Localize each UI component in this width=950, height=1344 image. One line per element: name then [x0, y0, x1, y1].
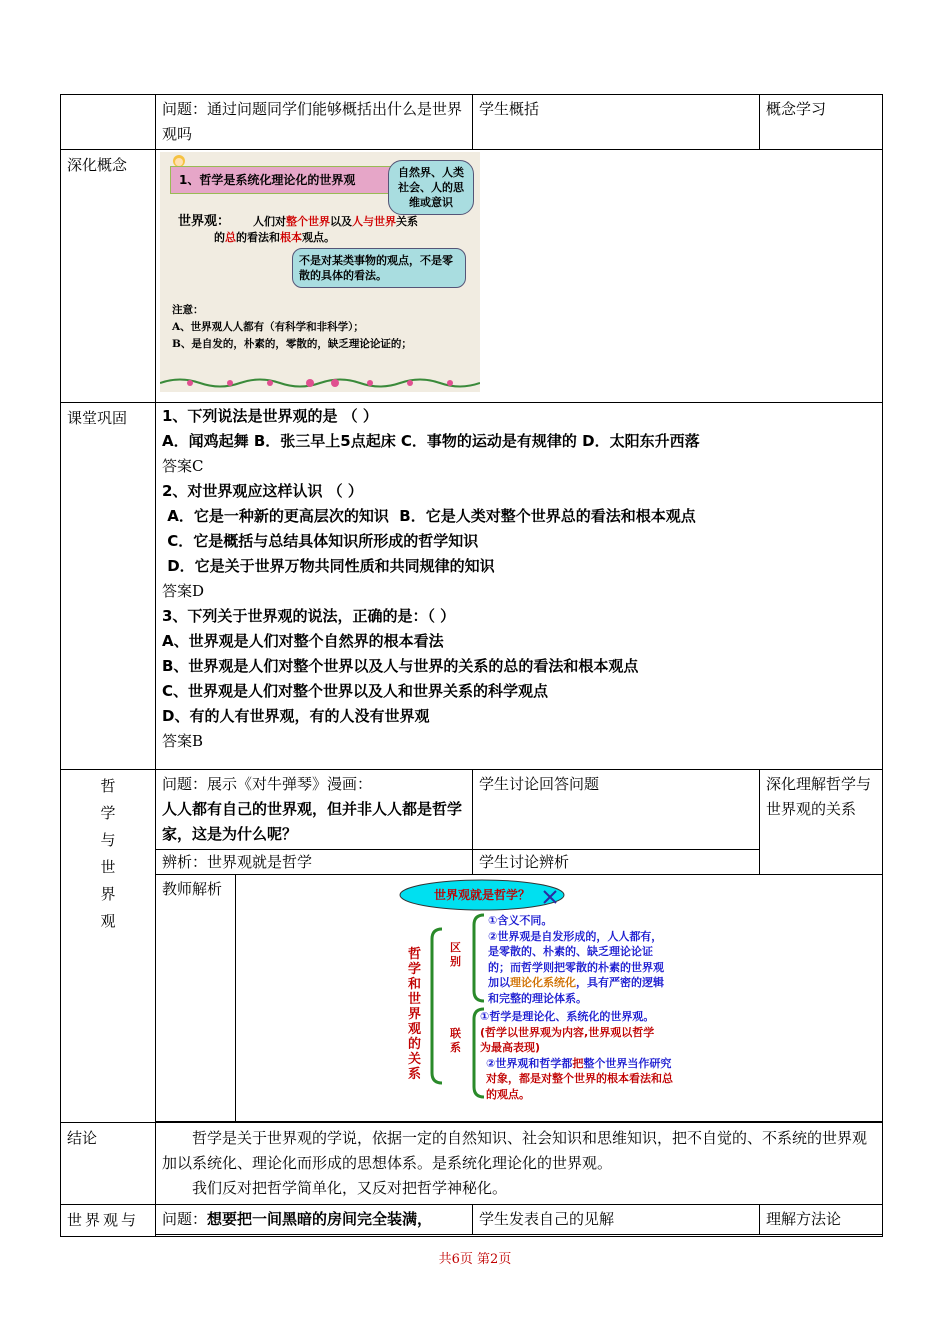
- definition-line2: 的总的看法和根本观点。: [214, 231, 335, 244]
- practice-line: D．它是关于世界万物共同性质和共同规律的知识: [162, 557, 495, 575]
- row-label-vertical: [61, 770, 156, 1123]
- goal-cell: 理解方法论: [760, 1205, 883, 1235]
- row-concept-question: [61, 95, 883, 150]
- practice-line: A．它是一种新的更高层次的知识 B．它是人类对整个世界总的看法和根本观点: [162, 507, 696, 525]
- slide-title: 1、哲学是系统化理论化的世界观: [170, 166, 398, 194]
- bubble-nature: 自然界、人类社会、人的思维或意识: [388, 160, 474, 215]
- bubble-not-scattered: 不是对某类事物的观点，不是零散的具体的看法。: [292, 248, 466, 288]
- student-activity-cell: 学生概括: [473, 95, 760, 150]
- relation-diagram: [394, 877, 724, 1117]
- row-classroom-practice: [61, 403, 883, 770]
- row-label: 深化概念: [61, 150, 156, 403]
- practice-line: 3、下列关于世界观的说法，正确的是：（ ）: [162, 607, 456, 625]
- answer-line: 答案C: [162, 457, 204, 475]
- diagram-question-oval: 世界观就是哲学？: [433, 888, 530, 902]
- practice-line: A、世界观是人们对整个自然界的根本看法: [162, 632, 444, 650]
- student-activity-cell: 学生讨论回答问题: [473, 770, 760, 850]
- diagram-link-label: 联系: [450, 1027, 461, 1054]
- practice-line: C、世界观是人们对整个世界以及人和世界关系的科学观点: [162, 682, 549, 700]
- teacher-label: 教师解析: [156, 875, 236, 1122]
- definition-line1: 世界观： 人们对整个世界以及人与世界关系: [178, 214, 418, 229]
- question-cell: 辨析：世界观就是哲学: [156, 850, 473, 875]
- row-conclusion: [61, 1123, 883, 1205]
- lesson-plan-table: [60, 94, 883, 1237]
- diagram-vertical-title: 哲学和世界观的关系: [408, 947, 422, 1082]
- answer-line: 答案D: [162, 582, 205, 600]
- goal-cell: 深化理解哲学与世界观的关系: [760, 770, 883, 875]
- practice-line: D、有的人有世界观，有的人没有世界观: [162, 707, 430, 725]
- practice-line: B、世界观是人们对整个世界以及人与世界的关系的总的看法和根本观点: [162, 657, 639, 675]
- diagram-diff-label: 区别: [450, 941, 461, 968]
- answer-line: 答案B: [162, 732, 204, 750]
- row-philosophy-worldview: [61, 770, 883, 1123]
- goal-cell: 概念学习: [760, 95, 883, 150]
- question-cell: 问题：想要把一间黑暗的房间完全装满，: [156, 1205, 473, 1235]
- slide-image: [160, 152, 480, 392]
- practice-line: C．它是概括与总结具体知识所形成的哲学知识: [162, 532, 479, 550]
- diagram-link-text: ①哲学是理论化、系统化的世界观。 (哲学以世界观为内容,世界观以哲学 为最高表现) ②世界观和哲学都把整个世界当作研究 对象，都是对整个世界的根本看法和总 的观点。: [480, 1010, 673, 1101]
- row-deepen-concept: [61, 150, 883, 403]
- practice-line: A．闻鸡起舞 B．张三早上5点起床 C．事物的运动是有规律的 D．太阳东升西落: [162, 432, 700, 450]
- conclusion-paragraph: 哲学是关于世界观的学说，依据一定的自然知识、社会知识和思维知识，把不自觉的、不系统的世界观加以系统化、理论化而形成的思想体系。是系统化理论化的世界观。: [162, 1129, 868, 1172]
- row-label: 课堂巩固: [61, 403, 156, 770]
- practice-line: 2、对世界观应这样认识 （ ）: [162, 482, 363, 500]
- conclusion-paragraph: 我们反对把哲学简单化，又反对把哲学神秘化。: [162, 1179, 508, 1197]
- row-methodology: [61, 1205, 883, 1237]
- diagram-diff-text: ①含义不同。 ②世界观是自发形成的，人人都有， 是零散的、朴素的、缺乏理论论证 的；而哲学则把零散的朴素的世界观 加以理论化系统化，具有严密的逻辑 和完整的理论体系。: [488, 914, 664, 1005]
- row-label: 结论: [61, 1123, 156, 1205]
- student-activity-cell: 学生讨论辨析: [473, 850, 760, 875]
- vertical-label: 哲学与世界观: [100, 777, 116, 930]
- row-label: 世界观与: [61, 1205, 156, 1237]
- practice-line: 1、下列说法是世界观的是 （ ）: [162, 407, 378, 425]
- flower-border-icon: [160, 376, 480, 390]
- student-activity-cell: 学生发表自己的见解: [473, 1205, 760, 1235]
- question-cell: 问题：通过问题同学们能够概括出什么是世界观吗: [156, 95, 473, 150]
- question-cell: 问题：展示《对牛弹琴》漫画： 人人都有自己的世界观，但并非人人都是哲学家，这是为什么呢？: [156, 770, 473, 850]
- page-footer: 共6页 第2页: [438, 1252, 512, 1267]
- slide-note: 注意： A、世界观人人都有（有科学和非科学）； B、是自发的，朴素的，零散的，缺乏理论论证的；: [172, 304, 412, 350]
